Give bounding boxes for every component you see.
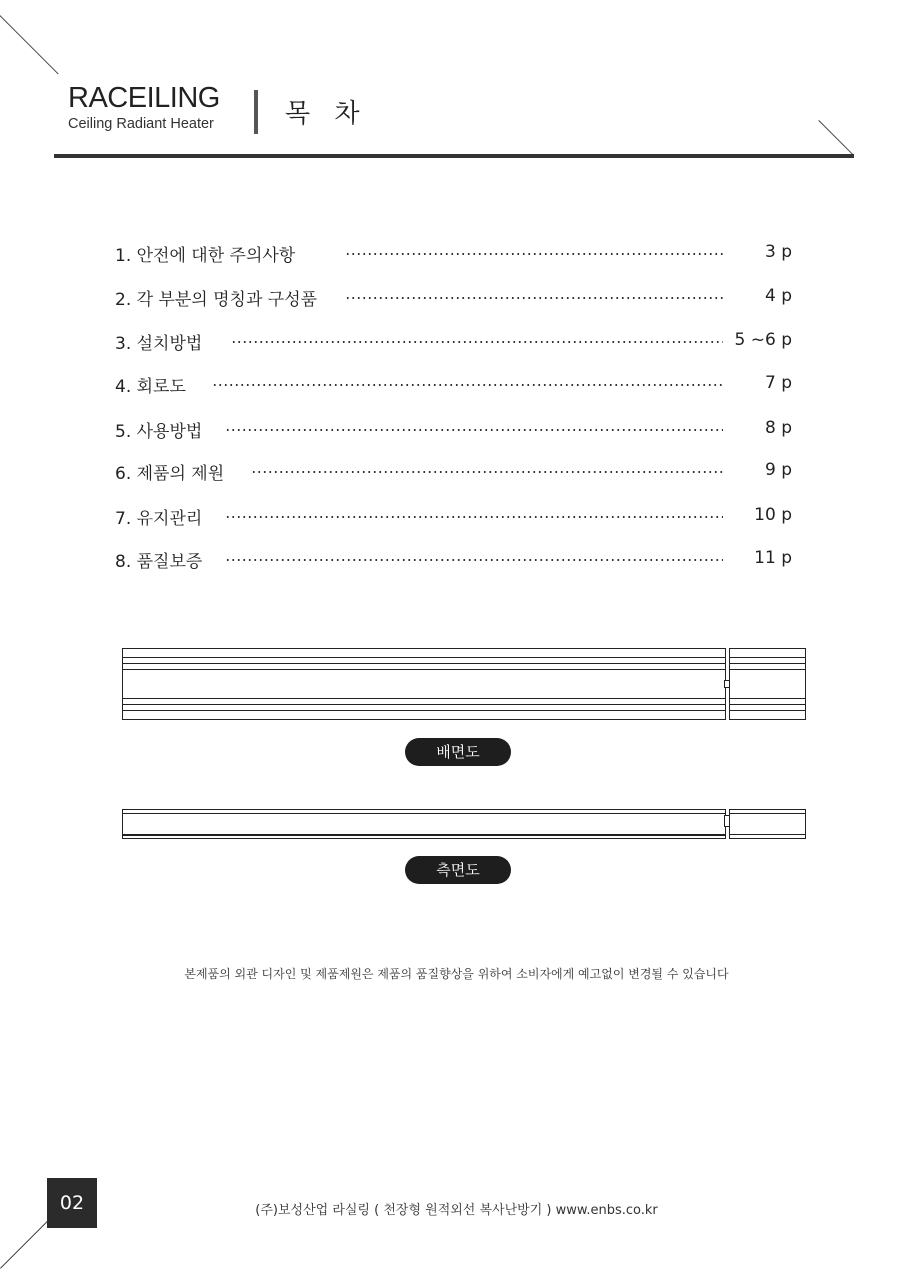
toc-item: [115, 329, 795, 355]
brand-name: RACEILING: [68, 82, 220, 114]
toc-leader: [225, 559, 723, 561]
toc-item-label: 5. 사용방법: [115, 422, 203, 442]
toc-leader: [225, 429, 723, 431]
toc-item: [115, 459, 795, 485]
toc-item-page: 7 p: [764, 373, 792, 393]
side-view-label: 측면도: [405, 856, 511, 884]
toc-item-label: 8. 품질보증: [115, 552, 203, 572]
toc-item: [115, 372, 795, 398]
toc-item: [115, 285, 795, 311]
toc-leader: [212, 384, 723, 386]
toc-item-page: 4 p: [764, 286, 792, 306]
disclaimer-notice: 본제품의 외관 디자인 및 제품제원은 제품의 품질향상을 위하여 소비자에게 예고없이 변경될 수 있습니다: [184, 967, 729, 981]
corner-line-top-left: [0, 15, 59, 74]
toc-item-page: 9 p: [764, 460, 792, 480]
toc-leader: [345, 297, 723, 299]
toc-item-label: 6. 제품의 제원: [115, 464, 225, 484]
toc-item-page: 5 ~6 p: [734, 330, 792, 350]
toc-item-label: 3. 설치방법: [115, 334, 203, 354]
toc-leader: [225, 516, 723, 518]
toc-item-page: 3 p: [764, 242, 792, 262]
toc-item: [115, 547, 795, 573]
header-rule: [54, 154, 854, 158]
toc-item: [115, 417, 795, 443]
toc-item-label: 7. 유지관리: [115, 509, 203, 529]
toc-item: [115, 504, 795, 530]
toc-item: [115, 241, 795, 267]
page-number: 02: [47, 1178, 97, 1228]
back-view-label: 배면도: [405, 738, 511, 766]
corner-line-top-right: [818, 120, 853, 155]
toc-leader: [345, 253, 723, 255]
corner-line-bottom-left: [0, 1221, 48, 1269]
toc-leader: [231, 341, 723, 343]
page-title: 목 차: [285, 99, 368, 129]
toc-leader: [251, 471, 723, 473]
toc-item-label: 1. 안전에 대한 주의사항: [115, 246, 296, 266]
header-divider: [254, 90, 258, 134]
back-view-main-body: [122, 648, 726, 720]
back-view-end-cap: [729, 648, 806, 720]
brand-subtitle: Ceiling Radiant Heater: [68, 116, 214, 132]
footer-text: (주)보성산업 라실링 ( 천장형 원적외선 복사난방기 ) www.enbs.co.kr: [255, 1203, 658, 1218]
toc-item-page: 11 p: [754, 548, 792, 568]
side-view-end-cap: [729, 809, 806, 839]
toc-item-label: 4. 회로도: [115, 377, 186, 397]
toc-item-page: 10 p: [754, 505, 792, 525]
side-view-main-body: [122, 809, 726, 839]
toc-item-page: 8 p: [764, 418, 792, 438]
toc-item-label: 2. 각 부분의 명칭과 구성품: [115, 290, 318, 310]
brand-logo: [68, 84, 220, 132]
